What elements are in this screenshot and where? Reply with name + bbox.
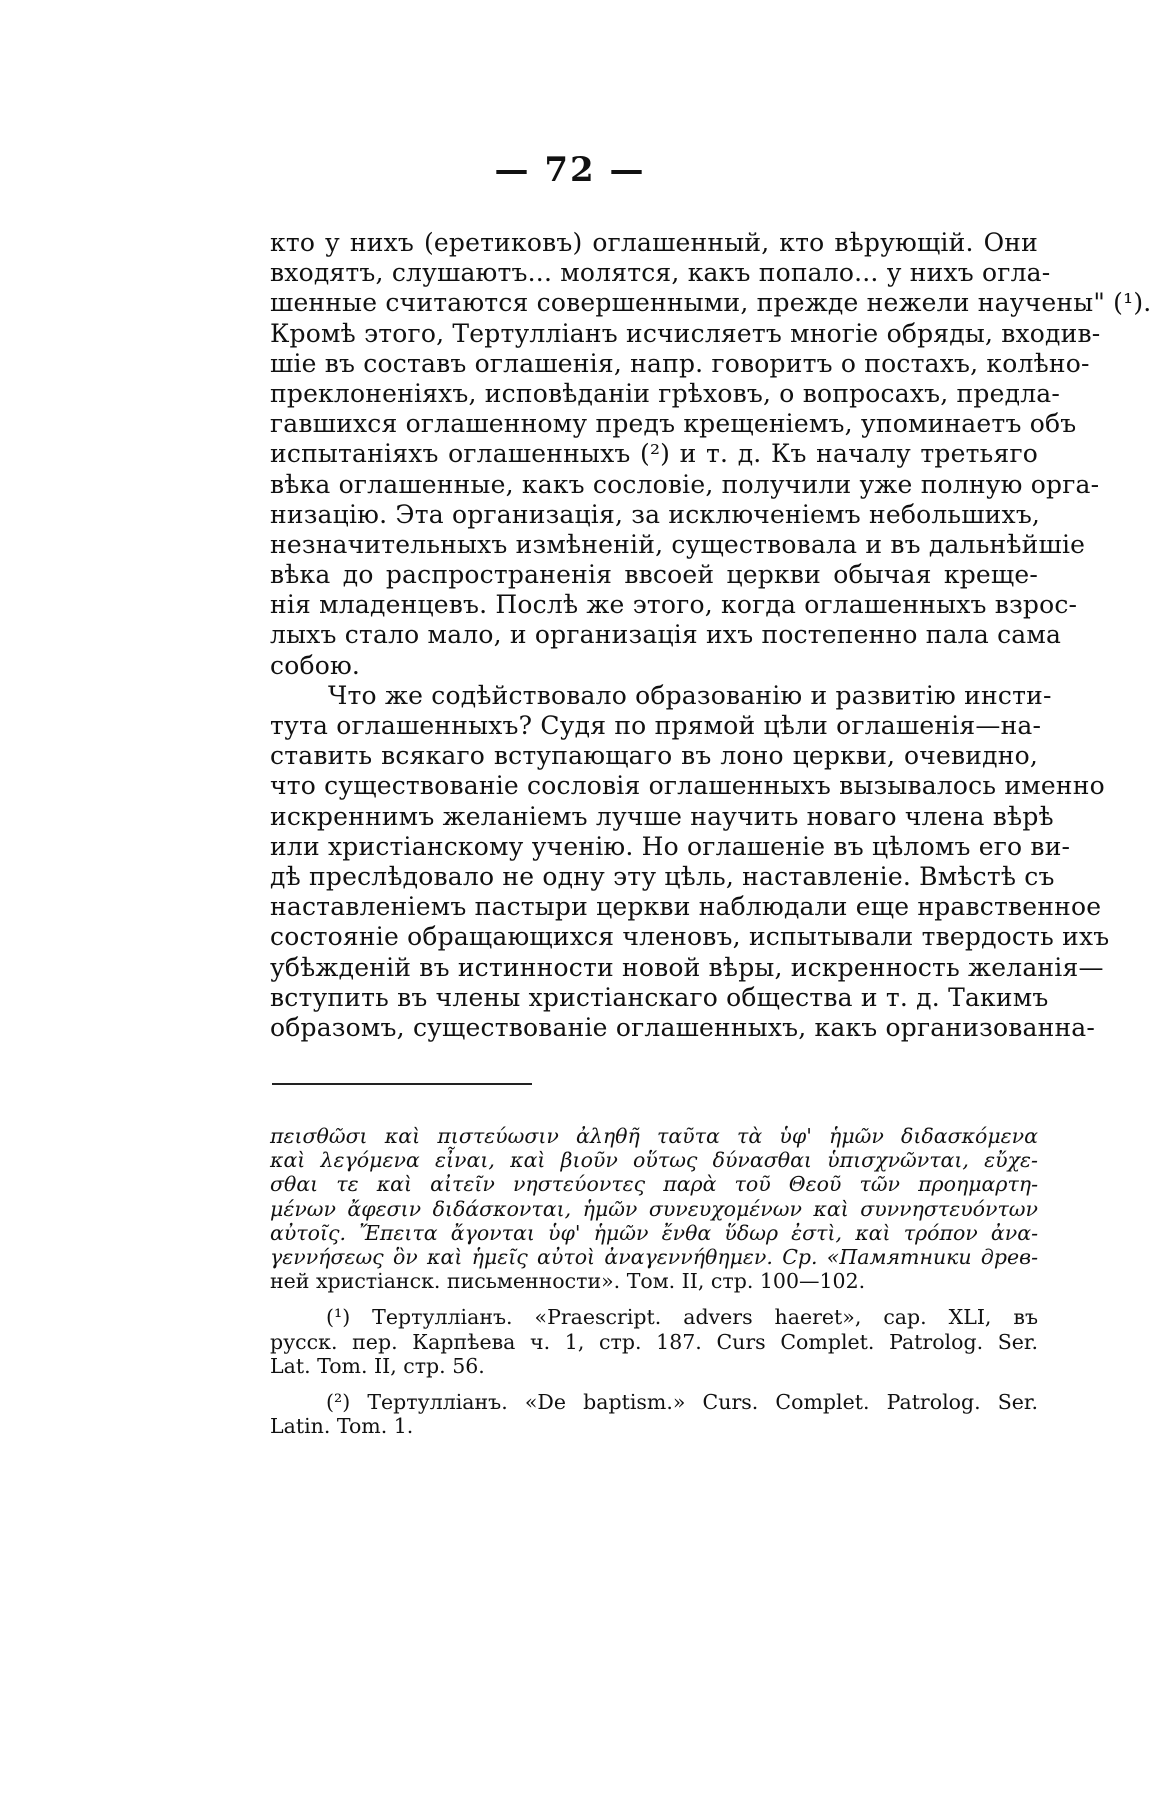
text-line: ставить всякаго вступающаго въ лоно церкви, очевидно, — [270, 741, 1038, 771]
text-line: собою. — [270, 650, 361, 680]
text-line: лыхъ стало мало, и организація ихъ постепенно пала сама — [270, 620, 1062, 650]
footnote-line: ней христіанск. письменности». Том. II, стр. 100—102. — [270, 1269, 866, 1294]
footnote-line: σθαι τε καὶ αἰτεῖν νηστεύοντες παρὰ τοῦ Θεοῦ τῶν προημαρτη- — [270, 1172, 1038, 1197]
text-line: испытаніяхъ оглашенныхъ (²) и т. д. Къ началу третьяго — [270, 439, 1038, 469]
text-line: низацію. Эта организація, за исключеніемъ небольшихъ, — [270, 499, 1041, 529]
text-line: преклоненіяхъ, исповѣданіи грѣховъ, о вопросахъ, предла- — [270, 378, 1061, 408]
text-line: незначительныхъ измѣненій, существовала и въ дальнѣйшіе — [270, 529, 1086, 559]
text-line: кто у нихъ (еретиковъ) оглашенный, кто вѣрующій. Они — [270, 228, 1038, 257]
text-line: шіе въ составъ оглашенія, напр. говоритъ о постахъ, колѣно- — [270, 348, 1090, 378]
text-line: наставленіемъ пастыри церкви наблюдали еще нравственное — [270, 892, 1102, 922]
text-line: искреннимъ желаніемъ лучше научить новаго члена вѣрѣ — [270, 801, 1054, 831]
footnote-1-line: русск. пер. Карпѣева ч. 1, стр. 187. Curs Complet. Patrolog. Ser. — [270, 1329, 1038, 1354]
text-line: что существованіе сословія оглашенныхъ вызывалось именно — [270, 771, 1105, 801]
page-number: — 72 — — [494, 150, 646, 190]
footnote-spacer — [270, 1293, 1038, 1305]
footnote-2-line: (²) Тертулліанъ. «De baptism.» Curs. Complet. Patrolog. Ser. — [326, 1389, 1038, 1414]
footnote-1-line: (¹) Тертулліанъ. «Praescript. advers haeret», cap. XLI, въ — [326, 1305, 1038, 1330]
footnote-line: γεννήσεως ὃν καὶ ἡμεῖς αὐτοὶ ἀναγεννήθημεν. Ср. «Памятники древ- — [270, 1244, 1038, 1269]
footnote-line: μένων ἄφεσιν διδάσκονται, ἡμῶν συνευχομένων καὶ συννηστευόντων — [270, 1196, 1038, 1221]
text-line: Кромѣ этого, Тертулліанъ исчисляетъ многіе обряды, входив- — [270, 318, 1101, 348]
text-line: вѣка оглашенные, какъ сословіе, получили уже полную орга- — [270, 469, 1100, 499]
text-line: или христіанскому ученію. Но оглашеніе въ цѣломъ его ви- — [270, 831, 1071, 861]
text-line: входятъ, слушаютъ... молятся, какъ попало... у нихъ огла- — [270, 258, 1051, 288]
footnote-line: πεισθῶσι καὶ πιστεύωσιν ἀληθῆ ταῦτα τὰ ὑφ' ἡμῶν διδασκόμενα — [270, 1124, 1038, 1148]
text-line: гавшихся оглашенному предъ крещеніемъ, упоминаетъ объ — [270, 409, 1077, 439]
footnote-divider — [272, 1083, 532, 1085]
text-line: вѣка до распространенія ввсоей церкви обычая креще- — [270, 560, 1038, 590]
footnote-spacer — [270, 1378, 1038, 1390]
text-line: убѣжденій въ истинности новой вѣры, искренность желанія— — [270, 952, 1104, 982]
footnote-1-line: Lat. Tom. II, стр. 56. — [270, 1353, 485, 1378]
footnote-line: αὐτοῖς. Ἔπειτα ἄγονται ὑφ' ἡμῶν ἔνθα ὕδωρ ἐστὶ, καὶ τρόπον ἀνα- — [270, 1220, 1038, 1245]
text-line: тута оглашенныхъ? Судя по прямой цѣли оглашенія—на- — [270, 711, 1042, 740]
footnote-2-line: Latin. Tom. 1. — [270, 1414, 414, 1439]
footnote-line: καὶ λεγόμενα εἶναι, καὶ βιοῦν οὕτως δύνασθαι ὑπισχνῶνται, εὔχε- — [270, 1148, 1038, 1173]
text-line: Что же содѣйствовало образованію и развитію инсти- — [328, 680, 1052, 710]
text-line: дѣ преслѣдовало не одну эту цѣль, наставленіе. Вмѣстѣ съ — [270, 861, 1055, 891]
footnotes — [270, 1124, 1038, 1438]
main-text — [270, 228, 1151, 1043]
text-line: нія младенцевъ. Послѣ же этого, когда оглашенныхъ взрос- — [270, 590, 1078, 620]
text-line: образомъ, существованіе оглашенныхъ, какъ организованна- — [270, 1012, 1096, 1042]
text-line: вступить въ члены христіанскаго общества и т. д. Такимъ — [270, 982, 1049, 1012]
text-line: состояніе обращающихся членовъ, испытывали твердость ихъ — [270, 922, 1110, 952]
text-line: шенные считаются совершенными, прежде нежели научены" (¹). — [270, 288, 1151, 318]
